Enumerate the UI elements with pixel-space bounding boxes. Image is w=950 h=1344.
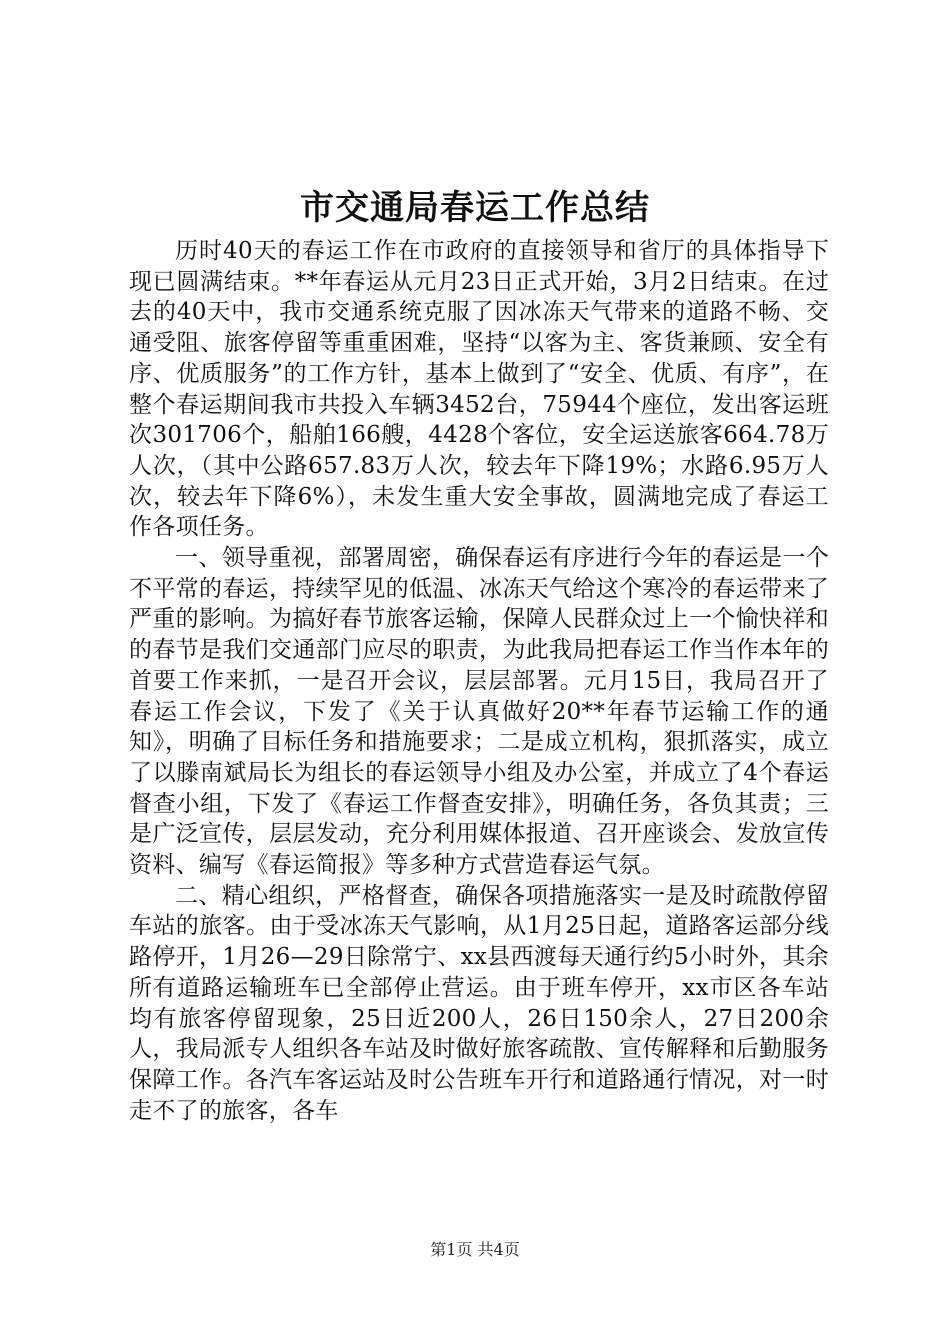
document-title: 市交通局春运工作总结 (300, 188, 650, 228)
paragraph-intro: 历时40天的春运工作在市政府的直接领导和省厅的具体指导下现已圆满结束。**年春运从元月23日正式开始，3月2日结束。在过去的40天中，我市交通系统克服了因冰冻天气带来的道路不畅、交通受阻、旅客停留等重重困难，坚持“以客为主、客货兼顾、安全有序、优质服务”的工作方针，基本上做到了“安全、优质、有序”，在整个春运期间我市共投入车辆3452台，75944个座位，发出客运班次301706个，船舶166艘，4428个客位，安全运送旅客664.78万人次，（其中公路657.83万人次，较去年下降19%；水路6.95万人次，较去年下降6%），未发生重大安全事故，圆满地完成了春运工作各项任务。 (129, 238, 829, 541)
paragraph-section-2: 二、精心组织，严格督查，确保各项措施落实一是及时疏散停留车站的旅客。由于受冰冻天气影响，从1月25日起，道路客运部分线路停开，1月26—29日除常宁、xx县西渡每天通行约5小时外，其余所有道路运输班车已全部停止营运。由于班车停开，xx市区各车站均有旅客停留现象，25日近200人，26日150余人，27日200余人，我局派专人组织各车站及时做好旅客疏散、宣传解释和后勤服务保障工作。各汽车客运站及时公告班车开行和道路通行情况，对一时走不了的旅客，各车 (129, 882, 829, 1124)
paragraph-section-1: 一、领导重视，部署周密，确保春运有序进行今年的春运是一个不平常的春运，持续罕见的低温、冰冻天气给这个寒冷的春运带来了严重的影响。为搞好春节旅客运输，保障人民群众过上一个愉快祥和的春节是我们交通部门应尽的职责，为此我局把春运工作当作本年的首要工作来抓，一是召开会议，层层部署。元月15日，我局召开了春运工作会议，下发了《关于认真做好20**年春节运输工作的通知》，明确了目标任务和措施要求；二是成立机构，狠抓落实，成立了以滕南斌局长为组长的春运领导小组及办公室，并成立了4个春运督查小组，下发了《春运工作督查安排》，明确任务，各负其责；三是广泛宣传，层层发动，充分利用媒体报道、召开座谈会、发放宣传资料、编写《春运简报》等多种方式营造春运气氛。 (129, 545, 829, 879)
document-body (129, 236, 829, 1126)
page-number-footer: 第1页 共4页 (430, 1240, 520, 1259)
